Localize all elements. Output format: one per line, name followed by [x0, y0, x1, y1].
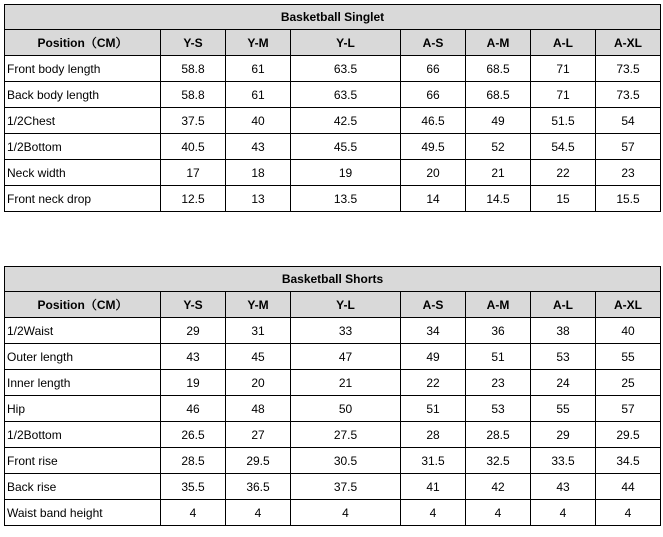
measurement-cell: 13 — [226, 186, 291, 212]
measurement-cell: 4 — [291, 500, 401, 526]
singlet-size-table — [4, 4, 661, 212]
measurement-cell: 4 — [466, 500, 531, 526]
measurement-cell: 68.5 — [466, 82, 531, 108]
size-header: A-XL — [596, 30, 661, 56]
row-label: Back rise — [5, 474, 161, 500]
table-row — [5, 82, 661, 108]
measurement-cell: 36.5 — [226, 474, 291, 500]
measurement-cell: 34 — [401, 318, 466, 344]
table-row — [5, 448, 661, 474]
measurement-cell: 58.8 — [161, 56, 226, 82]
measurement-cell: 12.5 — [161, 186, 226, 212]
table-title: Basketball Shorts — [5, 267, 661, 292]
row-label: Hip — [5, 396, 161, 422]
measurement-cell: 55 — [531, 396, 596, 422]
shorts-size-table — [4, 266, 661, 526]
measurement-cell: 49.5 — [401, 134, 466, 160]
measurement-cell: 33.5 — [531, 448, 596, 474]
measurement-cell: 24 — [531, 370, 596, 396]
measurement-cell: 43 — [161, 344, 226, 370]
measurement-cell: 33 — [291, 318, 401, 344]
measurement-cell: 21 — [466, 160, 531, 186]
row-label: Front rise — [5, 448, 161, 474]
position-header: Position（CM） — [5, 30, 161, 56]
row-label: Front neck drop — [5, 186, 161, 212]
row-label: Waist band height — [5, 500, 161, 526]
measurement-cell: 55 — [596, 344, 661, 370]
measurement-cell: 29 — [531, 422, 596, 448]
measurement-cell: 42 — [466, 474, 531, 500]
measurement-cell: 13.5 — [291, 186, 401, 212]
measurement-cell: 66 — [401, 56, 466, 82]
size-header: A-S — [401, 292, 466, 318]
measurement-cell: 22 — [401, 370, 466, 396]
measurement-cell: 63.5 — [291, 56, 401, 82]
measurement-cell: 73.5 — [596, 82, 661, 108]
table-title: Basketball Singlet — [5, 5, 661, 30]
measurement-cell: 51.5 — [531, 108, 596, 134]
measurement-cell: 37.5 — [161, 108, 226, 134]
size-header: A-S — [401, 30, 466, 56]
measurement-cell: 31 — [226, 318, 291, 344]
measurement-cell: 28.5 — [466, 422, 531, 448]
size-header: Y-L — [291, 292, 401, 318]
measurement-cell: 25 — [596, 370, 661, 396]
measurement-cell: 19 — [161, 370, 226, 396]
table-title-row — [5, 267, 661, 292]
measurement-cell: 4 — [226, 500, 291, 526]
table-row — [5, 56, 661, 82]
size-header: Y-M — [226, 292, 291, 318]
measurement-cell: 14 — [401, 186, 466, 212]
size-header: A-L — [531, 30, 596, 56]
measurement-cell: 46.5 — [401, 108, 466, 134]
table-row — [5, 370, 661, 396]
table-row — [5, 422, 661, 448]
measurement-cell: 23 — [596, 160, 661, 186]
measurement-cell: 71 — [531, 82, 596, 108]
row-label: Neck width — [5, 160, 161, 186]
measurement-cell: 45.5 — [291, 134, 401, 160]
measurement-cell: 45 — [226, 344, 291, 370]
measurement-cell: 44 — [596, 474, 661, 500]
row-label: Back body length — [5, 82, 161, 108]
measurement-cell: 22 — [531, 160, 596, 186]
table-row — [5, 396, 661, 422]
row-label: 1/2Bottom — [5, 422, 161, 448]
measurement-cell: 68.5 — [466, 56, 531, 82]
measurement-cell: 41 — [401, 474, 466, 500]
measurement-cell: 20 — [401, 160, 466, 186]
measurement-cell: 51 — [466, 344, 531, 370]
measurement-cell: 48 — [226, 396, 291, 422]
measurement-cell: 73.5 — [596, 56, 661, 82]
measurement-cell: 52 — [466, 134, 531, 160]
measurement-cell: 57 — [596, 134, 661, 160]
measurement-cell: 50 — [291, 396, 401, 422]
measurement-cell: 57 — [596, 396, 661, 422]
measurement-cell: 40.5 — [161, 134, 226, 160]
measurement-cell: 54 — [596, 108, 661, 134]
table-header-row — [5, 30, 661, 56]
measurement-cell: 29.5 — [596, 422, 661, 448]
measurement-cell: 53 — [531, 344, 596, 370]
size-header: A-M — [466, 292, 531, 318]
row-label: Inner length — [5, 370, 161, 396]
table-header-row — [5, 292, 661, 318]
measurement-cell: 18 — [226, 160, 291, 186]
measurement-cell: 43 — [531, 474, 596, 500]
position-header: Position（CM） — [5, 292, 161, 318]
measurement-cell: 28.5 — [161, 448, 226, 474]
measurement-cell: 36 — [466, 318, 531, 344]
measurement-cell: 17 — [161, 160, 226, 186]
measurement-cell: 4 — [401, 500, 466, 526]
measurement-cell: 4 — [531, 500, 596, 526]
size-header: A-XL — [596, 292, 661, 318]
measurement-cell: 20 — [226, 370, 291, 396]
measurement-cell: 4 — [161, 500, 226, 526]
row-label: 1/2Chest — [5, 108, 161, 134]
measurement-cell: 4 — [596, 500, 661, 526]
size-header: A-L — [531, 292, 596, 318]
measurement-cell: 27.5 — [291, 422, 401, 448]
measurement-cell: 15.5 — [596, 186, 661, 212]
size-header: Y-S — [161, 292, 226, 318]
table-row — [5, 500, 661, 526]
measurement-cell: 40 — [596, 318, 661, 344]
size-header: Y-L — [291, 30, 401, 56]
measurement-cell: 58.8 — [161, 82, 226, 108]
measurement-cell: 37.5 — [291, 474, 401, 500]
row-label: 1/2Bottom — [5, 134, 161, 160]
measurement-cell: 46 — [161, 396, 226, 422]
measurement-cell: 43 — [226, 134, 291, 160]
measurement-cell: 42.5 — [291, 108, 401, 134]
table-row — [5, 474, 661, 500]
size-header: A-M — [466, 30, 531, 56]
measurement-cell: 35.5 — [161, 474, 226, 500]
measurement-cell: 32.5 — [466, 448, 531, 474]
measurement-cell: 71 — [531, 56, 596, 82]
measurement-cell: 14.5 — [466, 186, 531, 212]
table-row — [5, 108, 661, 134]
measurement-cell: 30.5 — [291, 448, 401, 474]
table-row — [5, 186, 661, 212]
row-label: 1/2Waist — [5, 318, 161, 344]
measurement-cell: 40 — [226, 108, 291, 134]
measurement-cell: 38 — [531, 318, 596, 344]
measurement-cell: 47 — [291, 344, 401, 370]
measurement-cell: 53 — [466, 396, 531, 422]
measurement-cell: 29.5 — [226, 448, 291, 474]
measurement-cell: 63.5 — [291, 82, 401, 108]
measurement-cell: 54.5 — [531, 134, 596, 160]
measurement-cell: 49 — [466, 108, 531, 134]
table-row — [5, 344, 661, 370]
measurement-cell: 28 — [401, 422, 466, 448]
row-label: Outer length — [5, 344, 161, 370]
measurement-cell: 23 — [466, 370, 531, 396]
measurement-cell: 31.5 — [401, 448, 466, 474]
measurement-cell: 51 — [401, 396, 466, 422]
measurement-cell: 27 — [226, 422, 291, 448]
measurement-cell: 19 — [291, 160, 401, 186]
measurement-cell: 61 — [226, 82, 291, 108]
measurement-cell: 15 — [531, 186, 596, 212]
row-label: Front body length — [5, 56, 161, 82]
table-row — [5, 160, 661, 186]
measurement-cell: 26.5 — [161, 422, 226, 448]
size-header: Y-M — [226, 30, 291, 56]
measurement-cell: 29 — [161, 318, 226, 344]
measurement-cell: 61 — [226, 56, 291, 82]
table-row — [5, 318, 661, 344]
size-header: Y-S — [161, 30, 226, 56]
table-title-row — [5, 5, 661, 30]
table-row — [5, 134, 661, 160]
measurement-cell: 34.5 — [596, 448, 661, 474]
measurement-cell: 49 — [401, 344, 466, 370]
measurement-cell: 21 — [291, 370, 401, 396]
measurement-cell: 66 — [401, 82, 466, 108]
